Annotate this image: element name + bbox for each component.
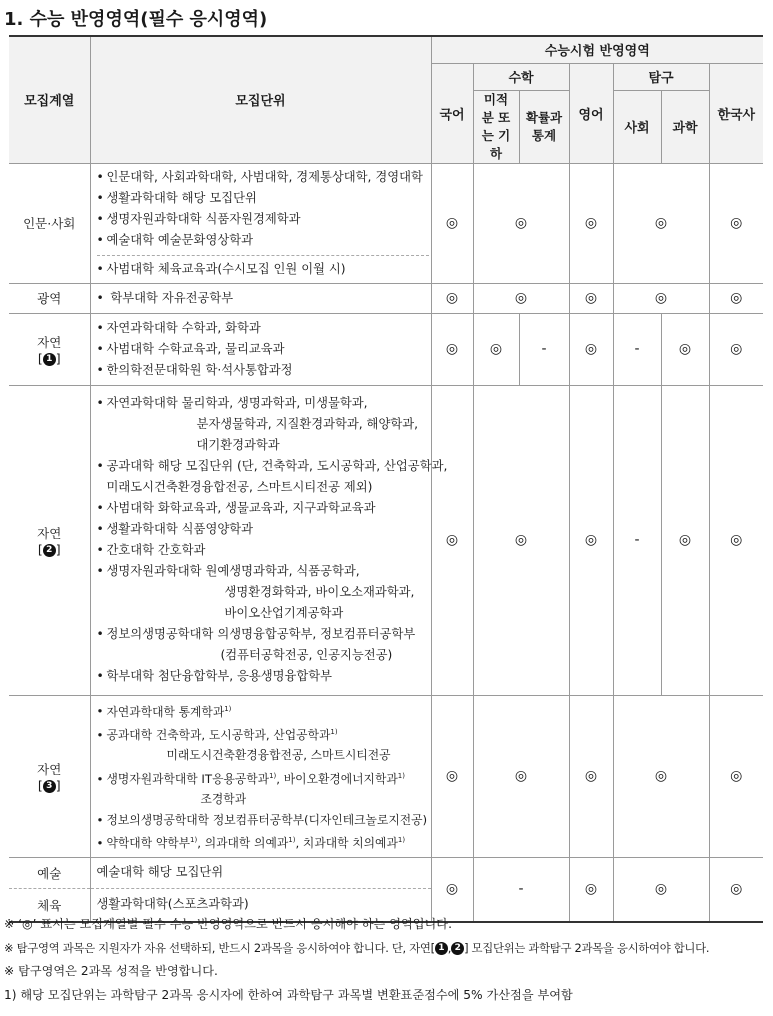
header-math-prob: 확률과 통계 [519,90,569,163]
mark-math: ◎ [473,385,569,695]
mark-social: - [613,385,661,695]
row-field: 자연 [ 3 ] [9,695,90,857]
row-units: 생활과학대학(스포츠과학과) [90,888,431,922]
mark-math: - [473,857,569,922]
number-badge: 2 [43,544,56,557]
mark-english: ◎ [569,313,613,385]
header-suneung: 수능시험 반영영역 [431,36,763,63]
mark-inquiry: ◎ [613,695,709,857]
mark-math: ◎ [473,283,569,313]
note-4: 1) 해당 모집단위는 과학탐구 2과목 응시자에 한하여 과학탐구 과목별 변환표준점수에 5% 가산점을 부여함 [4,987,573,1002]
suneung-table [9,35,763,923]
mark-inquiry: ◎ [613,283,709,313]
row-units: • 학부대학 자유전공학부 [90,283,431,313]
table-row [9,695,763,857]
mark-korean: ◎ [431,313,473,385]
mark-math: ◎ [473,695,569,857]
mark-science: ◎ [661,313,709,385]
mark-history: ◎ [709,283,763,313]
header-inquiry: 탐구 [613,63,709,90]
row-units: 예술대학 해당 모집단위 [90,857,431,888]
row-field: 예술 [9,857,90,888]
mark-history: ◎ [709,695,763,857]
table-row [9,313,763,385]
header-science: 과학 [661,90,709,163]
row-units: • 인문대학, 사회과학대학, 사범대학, 경제통상대학, 경영대학 • 생활과학대학 해당 모집단위 • 생명자원과학대학 식품자원경제학과 • 예술대학 예술문화영상학과 • 사범대학 체육교육과(수시모집 인원 이월 시) [90,163,431,283]
mark-math-calc: ◎ [473,313,519,385]
header-english: 영어 [569,63,613,163]
header-social: 사회 [613,90,661,163]
mark-english: ◎ [569,857,613,922]
row-field: 자연 [ 2 ] [9,385,90,695]
number-badge: 3 [43,780,56,793]
row-units: • 자연과학대학 물리학과, 생명과학과, 미생물학과, 분자생물학과, 지질환경과학과, 해양학과, 대기환경과학과 • 공과대학 해당 모집단위 (단, 건축학과, 도시공학과, 산업공학과, 미래도시건축환경융합전공, 스마트시티전공 제외) • 사범대학 화학교육과, 생물교육과, 지구과학교육과 • 생활과학대학 식품영양학과 • 간호대학 간호학과 • 생명자원과학대학 원예생명과학과, 식품공학과, 생명환경화학과, 바이오소재과학과, 바이오산업기계공학과 • 정보의생명공학대학 의생명융합공학부, 정보컴퓨터공학부 (컴퓨터공학전공, 인공지능전공) • 학부대학 첨단융합학부, 응용생명융합학부 [90,385,431,695]
mark-history: ◎ [709,313,763,385]
table-row [9,857,763,888]
mark-korean: ◎ [431,385,473,695]
mark-korean: ◎ [431,163,473,283]
mark-inquiry: ◎ [613,857,709,922]
mark-math-prob: - [519,313,569,385]
table-row [9,283,763,313]
mark-social: - [613,313,661,385]
notes [4,913,769,1007]
mark-korean: ◎ [431,857,473,922]
mark-history: ◎ [709,163,763,283]
header-history: 한국사 [709,63,763,163]
row-units: • 자연과학대학 수학과, 화학과 • 사범대학 수학교육과, 물리교육과 • 한의학전문대학원 학·석사통합과정 [90,313,431,385]
mark-science: ◎ [661,385,709,695]
note-3: ※ 탐구영역은 2과목 성적을 반영합니다. [4,964,218,978]
section-title: 1. 수능 반영영역(필수 응시영역) [4,9,268,30]
header-field: 모집계열 [9,36,90,163]
header-math-calc: 미적분 또는 기하 [473,90,519,163]
row-field: 광역 [9,283,90,313]
header-math: 수학 [473,63,569,90]
note-1: ※ ‘◎’ 표시는 모집계열별 필수 수능 반영영역으로 반드시 응시해야 하는 영역입니다. [4,917,452,931]
mark-english: ◎ [569,163,613,283]
mark-english: ◎ [569,283,613,313]
row-units: • 자연과학대학 통계학과$^{1)}$ • 공과대학 건축학과, 도시공학과, 산업공학과$^{1)}$ 미래도시건축환경융합전공, 스마트시티전공 • 생명자원과학대학 IT응용공학과$^{1)}$, 바이오환경에너지학과$^{1)}$ 조경학과 • 정보의생명공학대학 정보컴퓨터공학부(디자인테크놀로지전공) • 약학대학 약학부$^{1)}$, 의과대학 의예과$^{1)}$, 치과대학 치의예과$^{1)}$ [90,695,431,857]
mark-inquiry: ◎ [613,163,709,283]
note-2: ※ 탐구영역 과목은 지원자가 자유 선택하되, 반드시 2과목을 응시하여야 합니다. 단, 자연[ 1 , 2 ] 모집단위는 과학탐구 2과목을 응시하여야 합니다. [4,940,710,955]
mark-english: ◎ [569,695,613,857]
mark-math: ◎ [473,163,569,283]
table-row [9,385,763,695]
row-field: 체육 [9,888,90,922]
mark-history: ◎ [709,857,763,922]
row-field: 인문·사회 [9,163,90,283]
mark-english: ◎ [569,385,613,695]
mark-korean: ◎ [431,283,473,313]
header-unit: 모집단위 [90,36,431,163]
number-badge: 1 [43,353,56,366]
table-row [9,163,763,283]
mark-korean: ◎ [431,695,473,857]
mark-history: ◎ [709,385,763,695]
header-korean: 국어 [431,63,473,163]
row-field: 자연 [ 1 ] [9,313,90,385]
